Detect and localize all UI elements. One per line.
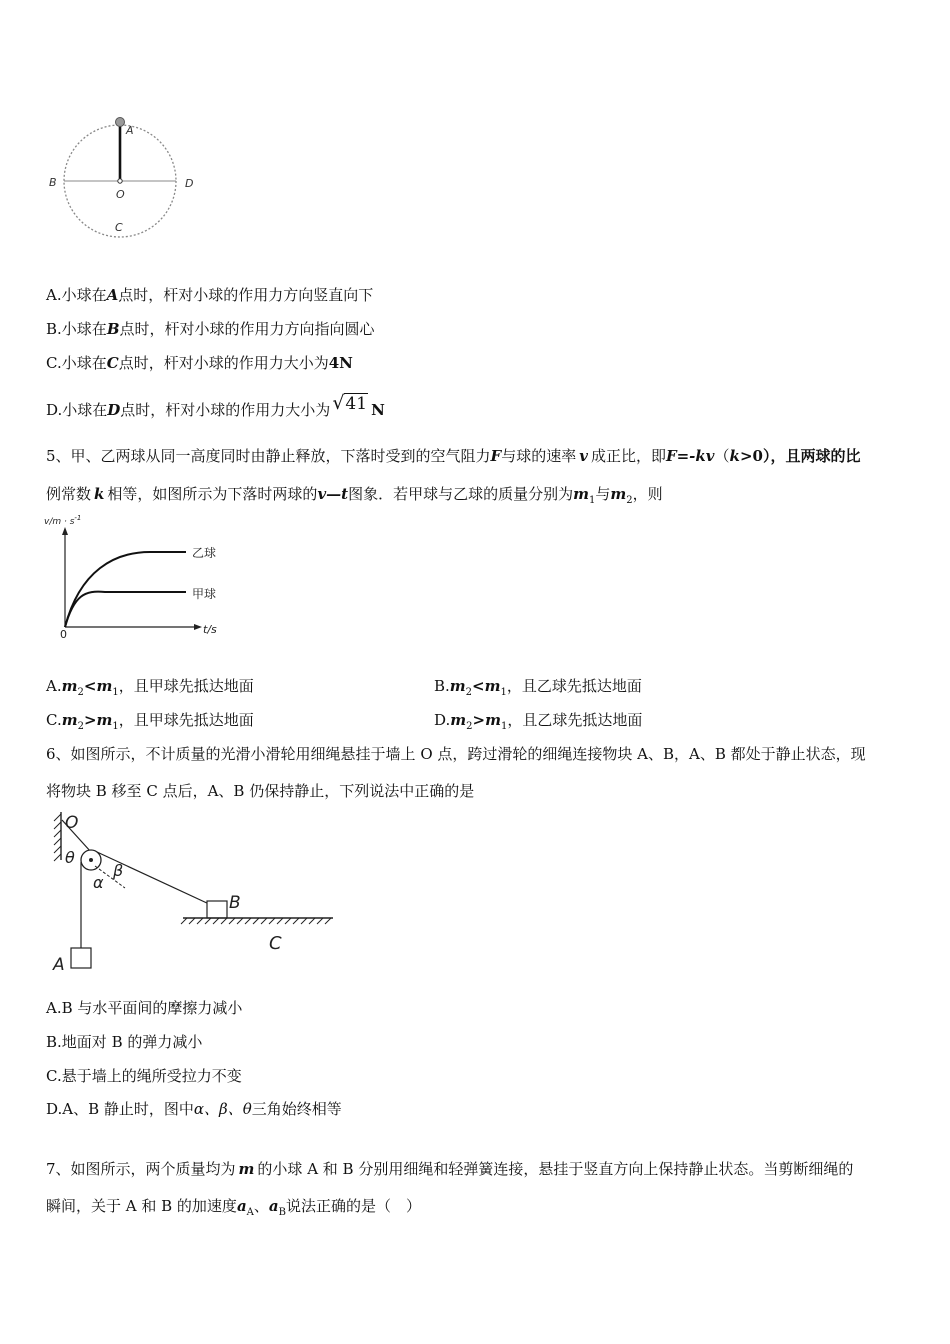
q4-option-c[interactable]: C.小球在C点时，杆对小球的作用力大小为4N [46, 354, 353, 372]
q5-option-c[interactable]: $C.m_2>m_1$，且甲球先抵达地面 [46, 711, 254, 732]
q7-stem-line2: 瞬间，关于 A 和 B 的加速度$a_A$、$a_B$说法正确的是（ ） [46, 1197, 422, 1218]
x-axis-label: t/s [203, 623, 217, 636]
label-c: C [269, 933, 282, 954]
block-b [207, 901, 227, 918]
sqrt-expression: √41 [332, 392, 368, 414]
q4-option-d[interactable]: D.小球在D点时，杆对小球的作用力大小为 √41 N [46, 392, 385, 419]
label-d: D [185, 177, 194, 190]
q5-option-b[interactable]: $B.m_2<m_1$，且乙球先抵达地面 [434, 677, 642, 698]
q6-stem-line2: 将物块 B 移至 C 点后，A、B 仍保持静止，下列说法中正确的是 [46, 782, 475, 800]
q6-option-a[interactable]: A.B 与水平面间的摩擦力减小 [46, 999, 243, 1017]
ball [116, 118, 125, 127]
q6-stem-line1: 6、如图所示，不计质量的光滑小滑轮用细绳悬挂于墙上 O 点，跨过滑轮的细绳连接物块 A、B，A、B 都处于静止状态，现 [46, 745, 866, 763]
label-b: B [229, 893, 241, 913]
series-jia-label: 甲球 [192, 587, 217, 601]
curve-jia [65, 592, 186, 627]
series-yi-label: 乙球 [192, 546, 217, 560]
q5-stem-line1: 5、甲、乙两球从同一高度同时由静止释放，下落时受到的空气阻力F与球的速率 v 成正比，即F=-kv（k>0），且两球的比 [46, 447, 861, 465]
label-c: C [115, 221, 123, 234]
label-o: O [65, 813, 79, 833]
q6-option-c[interactable]: C.悬于墙上的绳所受拉力不变 [46, 1067, 242, 1085]
ground-hatch [181, 918, 331, 924]
y-axis-arrow [62, 527, 68, 535]
q5-option-a[interactable]: $A.m_2<m_1$，且甲球先抵达地面 [46, 677, 254, 698]
label-b: B [49, 176, 57, 189]
label-beta: β [113, 861, 124, 880]
q5-stem-line2: 例常数 k 相等，如图所示为下落时两球的v—t图象．若甲球与乙球的质量分别为$m_1$与$m_2$，则 [46, 485, 663, 506]
q6-option-b[interactable]: B.地面对 B 的弹力减小 [46, 1033, 203, 1051]
label-a: A [126, 124, 134, 137]
block-a [71, 948, 91, 968]
q7-stem-line1: 7、如图所示，两个质量均为 m 的小球 A 和 B 分别用细绳和轻弹簧连接，悬挂于竖直方向上保持静止状态。当剪断细绳的 [46, 1160, 854, 1178]
label-alpha: α [93, 873, 104, 892]
q4-option-a[interactable]: A.小球在A点时，杆对小球的作用力方向竖直向下 [46, 286, 374, 304]
pulley-figure [45, 808, 345, 980]
vt-graph [40, 510, 240, 645]
label-a: A [53, 955, 65, 975]
circle-figure [40, 110, 210, 250]
q5-option-d[interactable]: $D.m_2>m_1$，且乙球先抵达地面 [434, 711, 643, 732]
label-theta: θ [65, 848, 75, 867]
y-axis-label: $v/m \cdot s^{-1}$ [44, 514, 82, 527]
label-o: O [116, 188, 125, 201]
q4-option-b[interactable]: B.小球在B点时，杆对小球的作用力方向指向圆心 [46, 320, 375, 338]
origin-label: 0 [60, 628, 67, 641]
pulley-axle [89, 858, 93, 862]
sqrt-sign: √ [332, 392, 345, 414]
x-axis-arrow [194, 624, 202, 630]
wall-hatch [54, 814, 61, 861]
curve-yi [65, 552, 186, 627]
center-point [118, 179, 122, 183]
q6-option-d[interactable]: D.A、B 静止时，图中α、β、θ三角始终相等 [46, 1100, 342, 1118]
